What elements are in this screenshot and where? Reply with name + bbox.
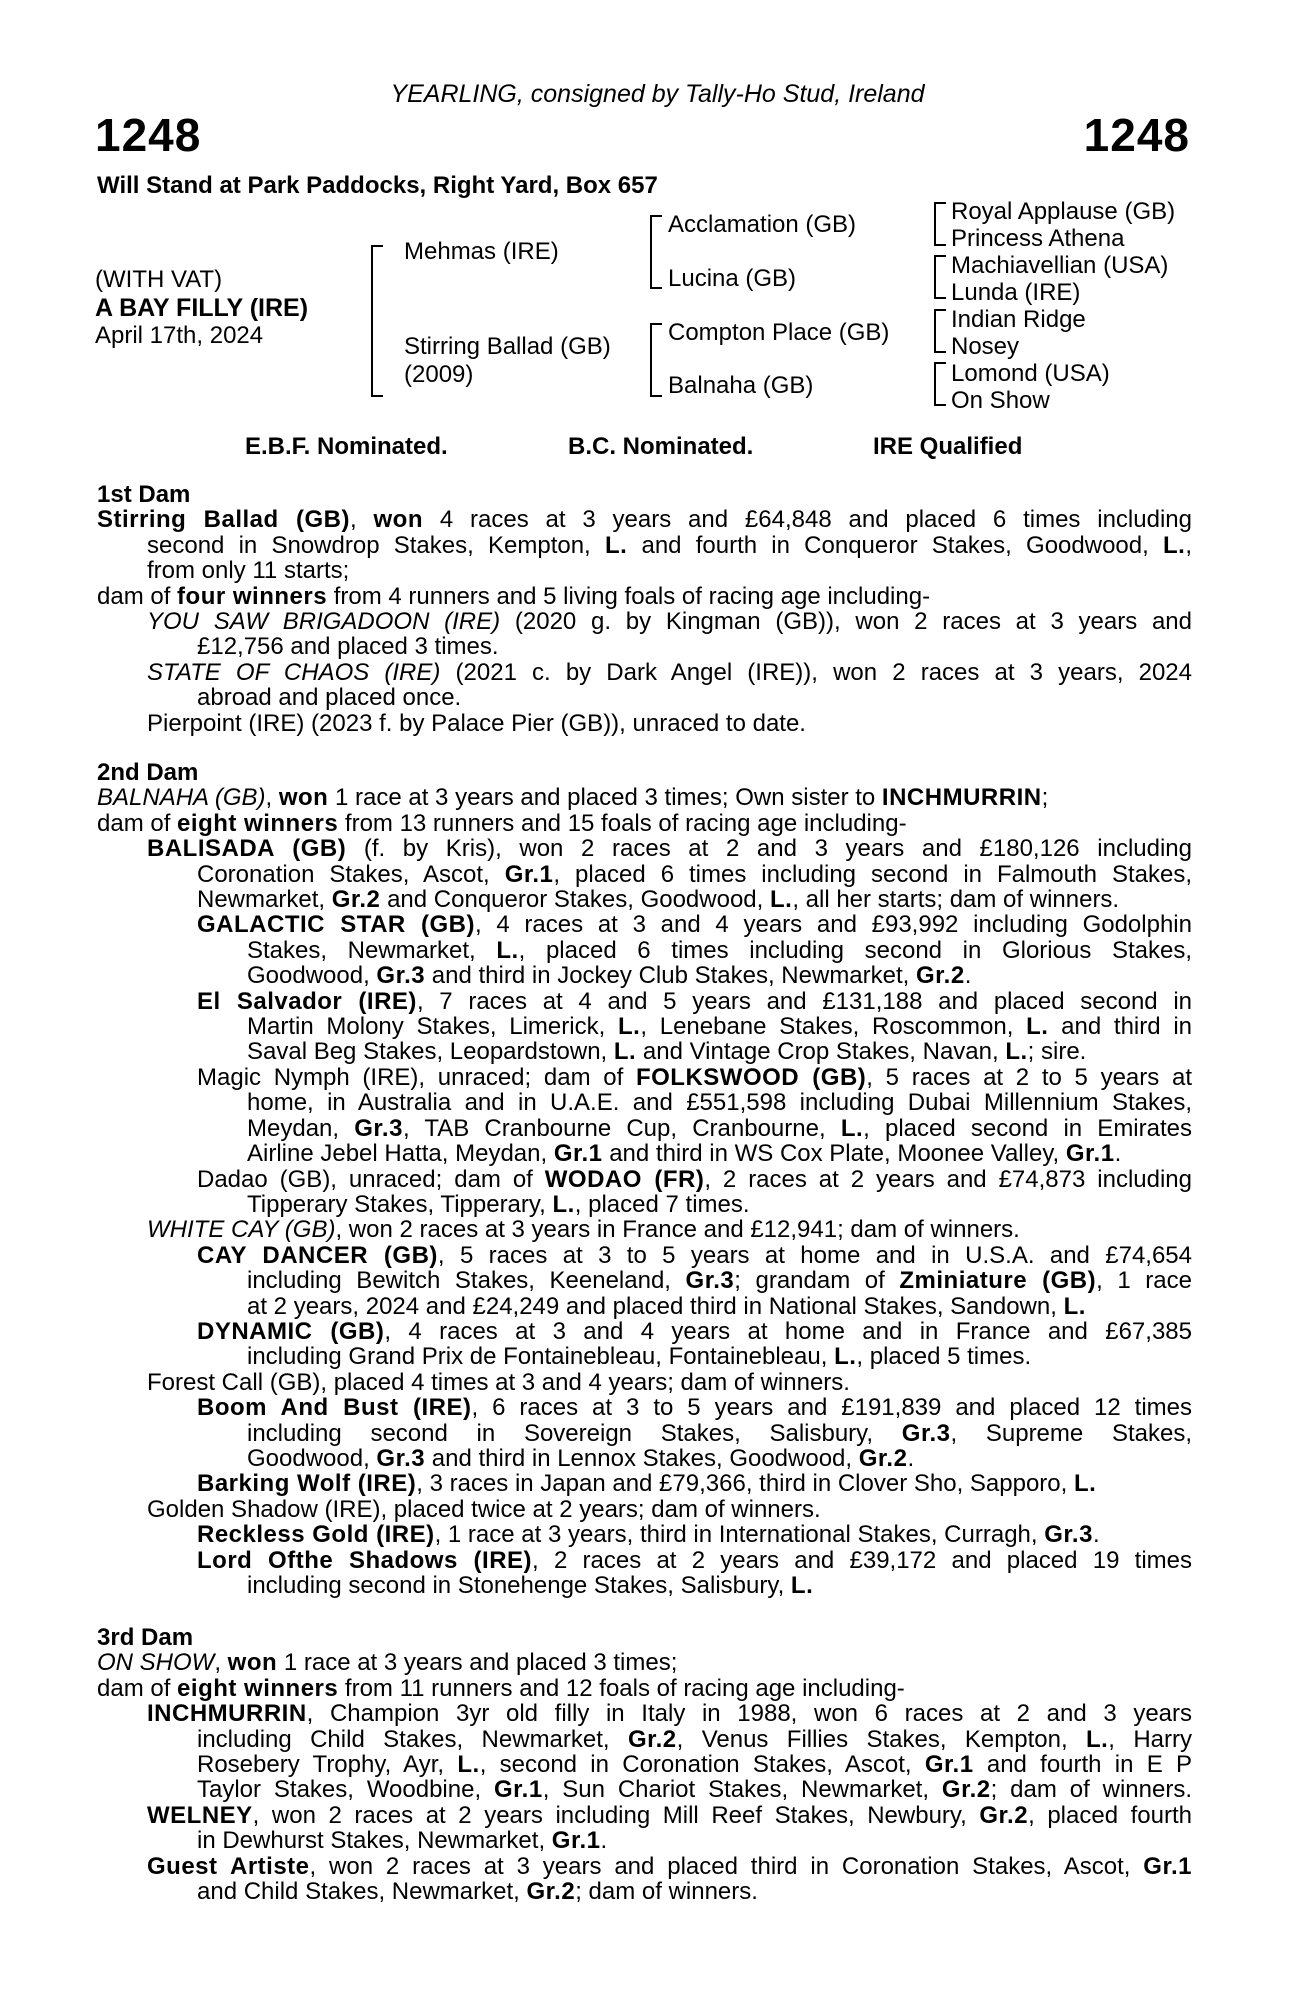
second-dam-line: WHITE CAY (GB), won 2 races at 3 years in France and £12,941; dam of winners. [147, 1216, 1020, 1244]
consignment-line: YEARLING, consigned by Tally-Ho Stud, Ireland [390, 80, 925, 108]
third-dam-line: in Dewhurst Stakes, Newmarket, Gr.1. [197, 1827, 608, 1855]
second-dam-line: Airline Jebel Hatta, Meydan, Gr.1 and third in WS Cox Plate, Moonee Valley, Gr.1. [247, 1140, 1122, 1168]
second-dam-line: Stakes, Newmarket, L., placed 6 times including second in Glorious Stakes, [247, 936, 1192, 964]
second-dam-line: Goodwood, Gr.3 and third in Jockey Club Stakes, Newmarket, Gr.2. [247, 962, 972, 990]
third-dam-line: including Child Stakes, Newmarket, Gr.2, Venus Fillies Stakes, Kempton, L., Harry [197, 1725, 1192, 1753]
horse-dob: April 17th, 2024 [95, 322, 264, 349]
pedigree-brace-ds [934, 309, 946, 353]
pedigree-dss: Indian Ridge [951, 306, 1086, 333]
second-dam-heading: 2nd Dam [97, 759, 199, 786]
horse-name: A BAY FILLY (IRE) [95, 294, 309, 322]
second-dam-line: Coronation Stakes, Ascot, Gr.1, placed 6 times including second in Falmouth Stakes, [197, 860, 1192, 888]
pedigree-dds: Lomond (USA) [951, 360, 1110, 387]
pedigree-sdd: Lunda (IRE) [951, 279, 1081, 306]
third-dam-line: INCHMURRIN, Champion 3yr old filly in Italy in 1988, won 6 races at 2 and 3 years [147, 1700, 1192, 1728]
third-dam-line: dam of eight winners from 11 runners and 12 foals of racing age including- [97, 1674, 905, 1702]
first-dam-line: YOU SAW BRIGADOON (IRE) (2020 g. by Kingman (GB)), won 2 races at 3 years and [147, 608, 1193, 636]
third-dam-line: and Child Stakes, Newmarket, Gr.2; dam of winners. [197, 1878, 758, 1906]
pedigree-ssd: Princess Athena [951, 225, 1125, 252]
third-dam-line: ON SHOW, won 1 race at 3 years and placed 3 times; [97, 1649, 678, 1677]
first-dam-line: Stirring Ballad (GB), won 4 races at 3 years and £64,848 and placed 6 times including [97, 506, 1192, 534]
second-dam-line: Newmarket, Gr.2 and Conqueror Stakes, Goodwood, L., all her starts; dam of winners. [197, 886, 1120, 914]
third-dam-line: Rosebery Trophy, Ayr, L., second in Coronation Stakes, Ascot, Gr.1 and fourth in E P [197, 1751, 1193, 1779]
second-dam-line: Goodwood, Gr.3 and third in Lennox Stakes, Goodwood, Gr.2. [247, 1444, 915, 1472]
second-dam-line: El Salvador (IRE), 7 races at 4 and 5 years and £131,188 and placed second in [197, 987, 1193, 1015]
second-dam-line: Reckless Gold (IRE), 1 race at 3 years, third in International Stakes, Curragh, Gr.3. [197, 1521, 1100, 1549]
first-dam-line: £12,756 and placed 3 times. [197, 633, 499, 661]
second-dam-line: including second in Stonehenge Stakes, Salisbury, L. [247, 1572, 814, 1599]
pedigree-dd: Balnaha (GB) [668, 372, 814, 399]
pedigree-dam: Stirring Ballad (GB) [404, 333, 611, 360]
first-dam-line: abroad and placed once. [197, 684, 462, 712]
second-dam-line: BALISADA (GB) (f. by Kris), won 2 races at 2 and 3 years and £180,126 including [147, 835, 1192, 863]
second-dam-line: Martin Molony Stakes, Limerick, L., Lenebane Stakes, Roscommon, L. and third in [247, 1013, 1192, 1041]
second-dam-line: DYNAMIC (GB), 4 races at 3 and 4 years at home and in France and £67,385 [197, 1317, 1192, 1345]
pedigree-ds: Compton Place (GB) [668, 319, 890, 346]
third-dam-line: Taylor Stakes, Woodbine, Gr.1, Sun Chariot Stakes, Newmarket, Gr.2; dam of winners. [197, 1776, 1192, 1804]
pedigree-brace-dd [934, 362, 946, 406]
second-dam-line: including Bewitch Stakes, Keeneland, Gr.3; grandam of Zminiature (GB), 1 race [247, 1267, 1192, 1295]
second-dam-line: Barking Wolf (IRE), 3 races in Japan and £79,366, third in Clover Sho, Sapporo, L. [197, 1470, 1097, 1498]
third-dam-line: Guest Artiste, won 2 races at 3 years and placed third in Coronation Stakes, Ascot, Gr.1 [147, 1852, 1192, 1880]
second-dam-line: Dadao (GB), unraced; dam of WODAO (FR), 2 races at 2 years and £74,873 including [197, 1165, 1192, 1193]
second-dam-line: BALNAHA (GB), won 1 race at 3 years and placed 3 times; Own sister to INCHMURRIN; [97, 784, 1049, 812]
pedigree-ddd: On Show [951, 387, 1050, 414]
pedigree-sds: Machiavellian (USA) [951, 252, 1169, 279]
second-dam-line: CAY DANCER (GB), 5 races at 3 to 5 years at home and in U.S.A. and £74,654 [197, 1241, 1193, 1269]
stand-location: Will Stand at Park Paddocks, Right Yard, Box 657 [97, 172, 658, 199]
pedigree-brace-dam [650, 323, 662, 397]
second-dam-line: Saval Beg Stakes, Leopardstown, L. and Vintage Crop Stakes, Navan, L.; sire. [247, 1038, 1087, 1066]
pedigree-brace-sd [934, 255, 946, 299]
first-dam-line: STATE OF CHAOS (IRE) (2021 c. by Dark Angel (IRE)), won 2 races at 3 years, 2024 [147, 658, 1192, 686]
lot-number-right: 1248 [1083, 109, 1190, 161]
second-dam-line: Forest Call (GB), placed 4 times at 3 and 4 years; dam of winners. [147, 1368, 850, 1396]
pedigree-dam-year: (2009) [404, 361, 474, 388]
second-dam-line: Magic Nymph (IRE), unraced; dam of FOLKSWOOD (GB), 5 races at 2 to 5 years at [197, 1063, 1192, 1091]
pedigree-sss: Royal Applause (GB) [951, 198, 1176, 225]
pedigree-brace-ss [934, 202, 946, 246]
third-dam-heading: 3rd Dam [97, 1624, 194, 1651]
pedigree-dsd: Nosey [951, 333, 1020, 360]
second-dam-line: Golden Shadow (IRE), placed twice at 2 years; dam of winners. [147, 1495, 821, 1523]
first-dam-line: Pierpoint (IRE) (2023 f. by Palace Pier (GB)), unraced to date. [147, 709, 806, 737]
pedigree-ss: Acclamation (GB) [668, 211, 857, 238]
second-dam-line: Lord Ofthe Shadows (IRE), 2 races at 2 years and £39,172 and placed 19 times [197, 1546, 1193, 1574]
second-dam-line: dam of eight winners from 13 runners and 15 foals of racing age including- [97, 809, 907, 837]
second-dam-line: including second in Sovereign Stakes, Salisbury, Gr.3, Supreme Stakes, [247, 1419, 1192, 1447]
second-dam-line: including Grand Prix de Fontainebleau, Fontainebleau, L., placed 5 times. [247, 1343, 1032, 1371]
first-dam-line: second in Snowdrop Stakes, Kempton, L. and fourth in Conqueror Stakes, Goodwood, L., [147, 531, 1192, 559]
second-dam-line: Tipperary Stakes, Tipperary, L., placed 7 times. [247, 1190, 750, 1218]
vat-note: (WITH VAT) [95, 266, 223, 293]
ire-qualified: IRE Qualified [873, 433, 1023, 460]
second-dam-line: at 2 years, 2024 and £24,249 and placed third in National Stakes, Sandown, L. [247, 1292, 1086, 1320]
third-dam-line: WELNEY, won 2 races at 2 years including Mill Reef Stakes, Newbury, Gr.2, placed fourth [147, 1801, 1192, 1829]
first-dam-section [97, 482, 1192, 736]
second-dam-line: home, in Australia and in U.A.E. and £551,598 including Dubai Millennium Stakes, [247, 1089, 1192, 1117]
second-dam-line: Boom And Bust (IRE), 6 races at 3 to 5 years and £191,839 and placed 12 times [197, 1394, 1192, 1422]
ebf-nomination: E.B.F. Nominated. [245, 433, 448, 460]
lot-number-left: 1248 [95, 109, 202, 161]
second-dam-line: Meydan, Gr.3, TAB Cranbourne Cup, Cranbourne, L., placed second in Emirates [247, 1114, 1192, 1142]
pedigree-brace-sire [650, 215, 662, 289]
pedigree-sd: Lucina (GB) [668, 265, 797, 292]
first-dam-line: from only 11 starts; [147, 557, 350, 585]
third-dam-section [97, 1625, 1192, 1904]
pedigree-brace-main [371, 245, 383, 397]
second-dam-section [97, 760, 1192, 1598]
pedigree-sire: Mehmas (IRE) [404, 238, 559, 265]
bc-nomination: B.C. Nominated. [568, 433, 754, 460]
first-dam-heading: 1st Dam [97, 481, 191, 508]
second-dam-line: GALACTIC STAR (GB), 4 races at 3 and 4 years and £93,992 including Godolphin [197, 911, 1192, 939]
first-dam-line: dam of four winners from 4 runners and 5 living foals of racing age including- [97, 582, 931, 610]
